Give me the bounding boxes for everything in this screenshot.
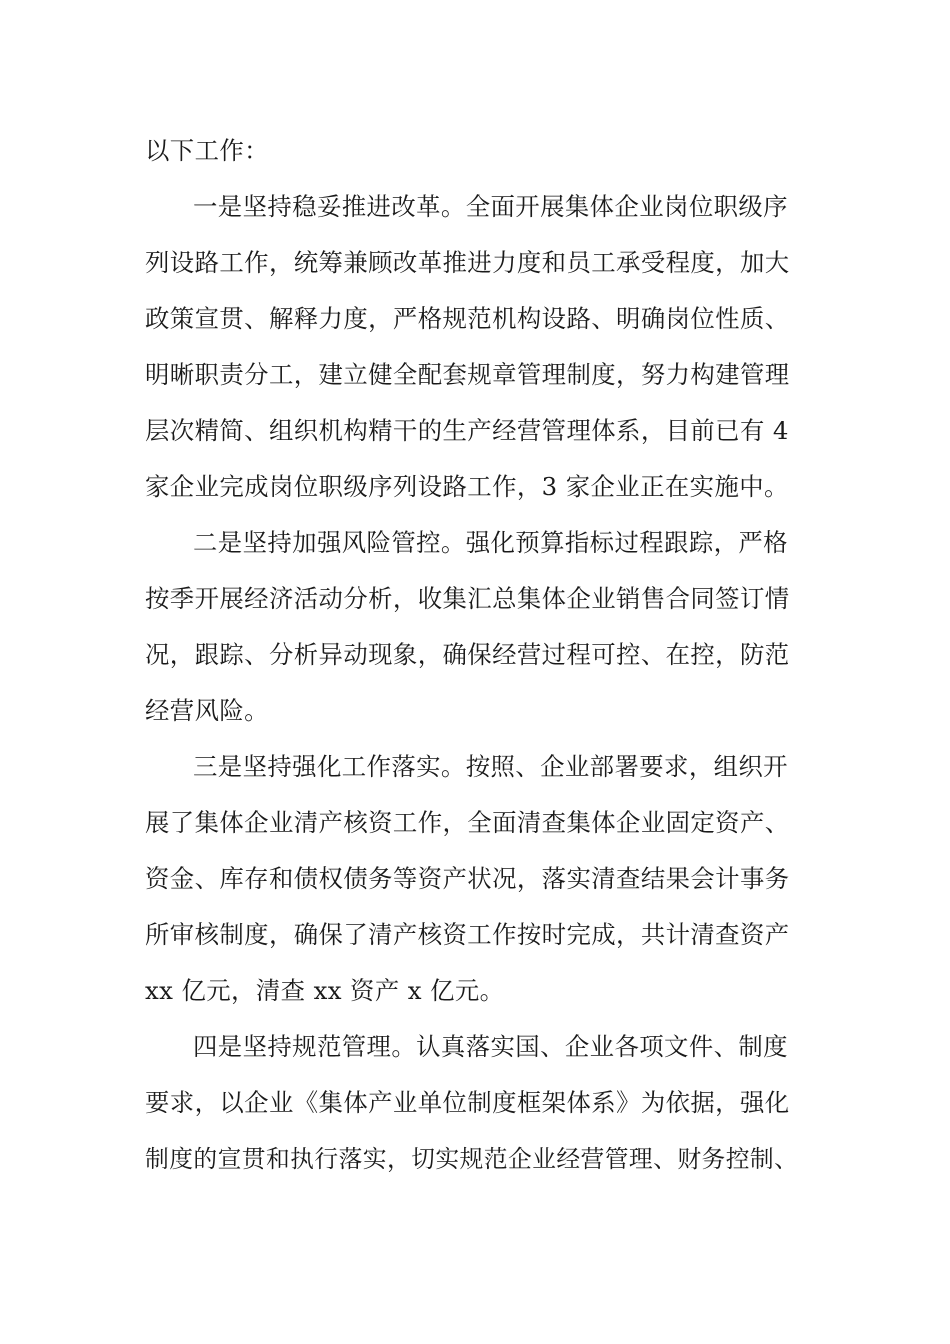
paragraph-3-line: 三是坚持强化工作落实。按照、企业部署要求，组织开	[193, 752, 788, 781]
text-line: 政策宣贯、解释力度，严格规范机构设路、明确岗位性质、	[145, 304, 790, 333]
text-line: 按季开展经济活动分析，收集汇总集体企业销售合同签订情	[145, 584, 790, 613]
text-line: xx 亿元，清查 xx 资产 x 亿元。	[145, 976, 505, 1005]
text-line: 层次精简、组织机构精干的生产经营管理体系，目前已有 4	[145, 416, 789, 445]
paragraph-1-line: 一是坚持稳妥推进改革。全面开展集体企业岗位职级序	[193, 192, 788, 221]
text-line: 制度的宣贯和执行落实，切实规范企业经营管理、财务控制、	[145, 1145, 799, 1173]
text-line: 家企业完成岗位职级序列设路工作，3 家企业正在实施中。	[145, 472, 789, 501]
paragraph-2-line: 二是坚持加强风险管控。强化预算指标过程跟踪，严格	[193, 528, 788, 557]
body-text	[145, 123, 805, 1187]
text-line: 所审核制度，确保了清产核资工作按时完成，共计清查资产	[145, 920, 790, 949]
text-line: 资金、库存和债权债务等资产状况，落实清查结果会计事务	[145, 864, 790, 893]
text-line: 明晰职责分工，建立健全配套规章管理制度，努力构建管理	[145, 360, 790, 389]
text-line: 要求，以企业《集体产业单位制度框架体系》为依据，强化	[145, 1088, 790, 1117]
text-line: 列设路工作，统筹兼顾改革推进力度和员工承受程度，加大	[145, 248, 790, 277]
paragraph-4-line: 四是坚持规范管理。认真落实国、企业各项文件、制度	[193, 1032, 788, 1061]
text-line: 况，跟踪、分析异动现象，确保经营过程可控、在控，防范	[145, 640, 790, 669]
text-line: 经营风险。	[145, 696, 269, 725]
text-line: 展了集体企业清产核资工作，全面清查集体企业固定资产、	[145, 808, 790, 837]
text-line: 以下工作：	[145, 136, 269, 165]
